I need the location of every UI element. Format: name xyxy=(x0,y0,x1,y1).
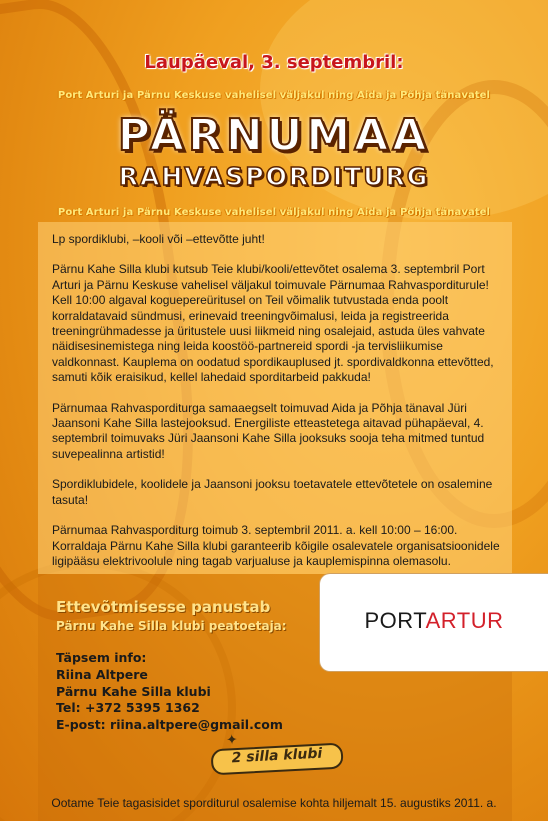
contact-email[interactable]: E-post: riina.altpere@gmail.com xyxy=(56,717,283,733)
venue-line-top: Port Arturi ja Pärnu Keskuse vahelisel väljakul ning Aida ja Põhja tänavatel xyxy=(57,90,491,101)
poster-title: PÄRNUMAA xyxy=(117,110,431,161)
paragraph-time-details: Pärnumaa Rahvasporditurg toimub 3. septembril 2011. a. kell 10:00 – 16:00. Korraldaja Pärnu Kahe Silla klubi garanteerib kõigile osalevatele organisatsioonidele ligipääsu elektrivoolule ning tagab varjualuse ja kauplemispinna olemasolu. xyxy=(52,523,500,568)
poster-subtitle: RAHVASPORDITURG xyxy=(118,162,430,191)
contact-org: Pärnu Kahe Silla klubi xyxy=(56,683,211,699)
logo-part-port: PORT xyxy=(364,608,426,633)
invitation-body xyxy=(52,232,512,584)
footer-note: Ootame Teie tagasisidet sporditurul osalemise kohta hiljemalt 15. augustiks 2011. a. xyxy=(51,796,497,810)
paragraph-children-runs: Pärnumaa Rahvasporditurga samaaegselt toimuvad Aida ja Põhja tänaval Jüri Jaansoni Kahe Silla lastejooksud. Energiliste etteastetega aitavad pühapäeval, 4. septembril toimuvaks Jüri Jaansoni Kahe Silla jooksuks sooja teha mitmed tuntud suvepealinna artistid! xyxy=(52,400,485,461)
contributor-title: Ettevõtmisesse panustab xyxy=(56,598,271,616)
contact-name: Riina Altpere xyxy=(56,666,148,682)
greeting: Lp spordiklubi, –kooli või –ettevõtte juht! xyxy=(52,232,265,246)
paragraph-invitation: Pärnu Kahe Silla klubi kutsub Teie klubi/kooli/ettevõtet osalema 3. septembril Port Arturi ja Pärnu Keskuse vahelisel väljakul toimuvale Pärnumaa Rahvasporditurule! Kell 10:00 algaval koguepereüritusel on Teil võimalik tutvustada enda poolt korraldatavaid sündmusi, erinevaid treeningvõimalusi, leida ja registreerida treeningrühmadesse ja üritustele uusi liikmeid ning osalejaid, astuda üles vahvate näidisesinemistega ning leida koostöö-partnereid spordi -ja tervisliikumise valdkonnast. Kauplema on oodatud spordikauplused jt. spordivaldkonna ettevõtted, samuti kõik eraisikud, kellel lahedaid sporditarbeid pakkuda! xyxy=(52,262,494,385)
contributor-subtitle: Pärnu Kahe Silla klubi peatoetaja: xyxy=(56,619,287,633)
contact-info xyxy=(56,650,283,734)
logo-part-artur: ARTUR xyxy=(425,608,504,633)
port-artur-logo xyxy=(320,608,548,634)
paragraph-free-entry: Spordiklubidele, koolidele ja Jaansoni jooksu toetavatele ettevõtetele on osalemine tasuta! xyxy=(52,477,493,507)
club-logo-text: 2 silla klubi xyxy=(231,745,323,767)
contact-phone[interactable]: Tel: +372 5395 1362 xyxy=(56,700,200,716)
sponsor-logo-box xyxy=(320,574,548,671)
venue-line-bottom: Port Arturi ja Pärnu Keskuse vahelisel väljakul ning Aida ja Põhja tänavatel xyxy=(57,207,491,218)
contact-heading: Täpsem info: xyxy=(56,650,147,665)
runner-icon: ✦ xyxy=(225,731,239,749)
event-date: Laupäeval, 3. septembril: xyxy=(144,52,404,73)
